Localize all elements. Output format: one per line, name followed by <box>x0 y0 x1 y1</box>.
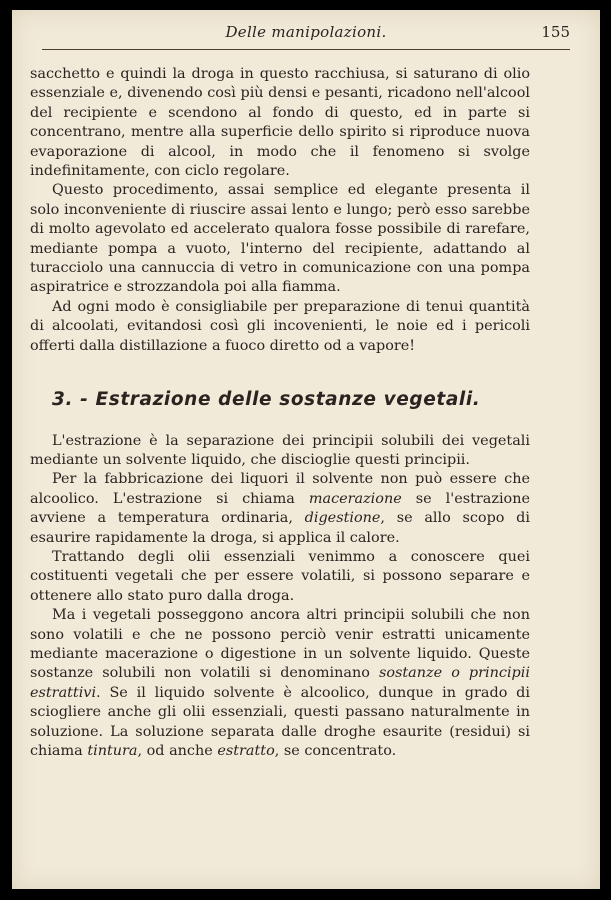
italic-term: digestione <box>304 510 381 527</box>
paragraph: Questo procedimento, assai semplice ed elegante presenta il solo inconveniente di riuscire assai lento e lungo; però esso sarebbe di molto agevolato ed accelerato qualora fosse possibile di rarefare, mediante pompa a vuoto, l'interno del recipiente, adattando al turacciolo una cannuccia di vetro in comunicazione con una pompa aspiratrice e strozzandola poi alla fiamma. <box>30 182 530 296</box>
text-run: , se allo scopo di esaurire rapidamente la droga, si applica il calore. <box>30 510 530 546</box>
paragraph <box>30 606 530 761</box>
page-number: 155 <box>541 23 570 41</box>
text-run: se l'estrazione avviene a temperatura ordinaria, <box>30 490 530 527</box>
text-run: . Se il liquido solvente è alcoolico, dunque in grado di sciogliere anche gli olii essenziali, questi passano naturalmente in soluzione. La soluzione separata dalle droghe esaurite (residui) si chiama <box>30 684 530 759</box>
body-text <box>30 65 530 761</box>
text-run: , se concentrato. <box>274 743 397 759</box>
paragraph: Trattando degli olii essenziali venimmo a conoscere quei costituenti vegetali che per essere volatili, si possono separare e ottenere allo stato puro dalla droga. <box>30 548 530 604</box>
italic-term: macerazione <box>308 490 402 507</box>
text-run: Per la fabbricazione dei liquori il solvente non può essere che alcoolico. L'estrazione si chiama <box>30 471 530 507</box>
italic-term: tintura <box>87 743 138 759</box>
running-title: Delle manipolazioni. <box>225 23 387 41</box>
book-page <box>12 10 600 889</box>
section-number: 3. - <box>52 389 89 411</box>
paragraph-continued: sacchetto e quindi la droga in questo racchiusa, si saturano di olio essenziale e, divenendo così più densi e pesanti, ricadono nell'alcool del recipiente e scendono al fondo di questo, ed in parte si concentrano, mentre alla superficie dello spirito si riproduce nuova evaporazione di alcool, in modo che il fenomeno si svolge indefinitamente, con ciclo regolare. <box>30 66 530 180</box>
page-header <box>42 23 570 51</box>
paragraph <box>30 470 530 548</box>
text-run: , od anche <box>137 743 218 759</box>
paragraph: Ad ogni modo è consigliabile per preparazione di tenui quantità di alcoolati, evitandosi così gli incovenienti, le noie ed i pericoli offerti dalla distillazione a fuoco diretto od a vapore! <box>30 298 530 354</box>
text-run: Ma i vegetali posseggono ancora altri principii solubili che non sono volatili e che ne possono perciò venir estratti unicamente mediante macerazione o digestione in un solvente liquido. Queste sostanze solubili non volatili si denominano <box>30 607 530 682</box>
section-title: Estrazione delle sostanze vegetali. <box>95 389 481 411</box>
section-heading <box>30 390 530 409</box>
italic-term: estratto <box>217 743 275 759</box>
paragraph: L'estrazione è la separazione dei principii solubili dei vegetali mediante un solvente liquido, che discioglie questi principii. <box>30 432 530 468</box>
italic-term: sostanze o principii estrattivi <box>30 665 530 701</box>
header-rule <box>42 49 570 50</box>
